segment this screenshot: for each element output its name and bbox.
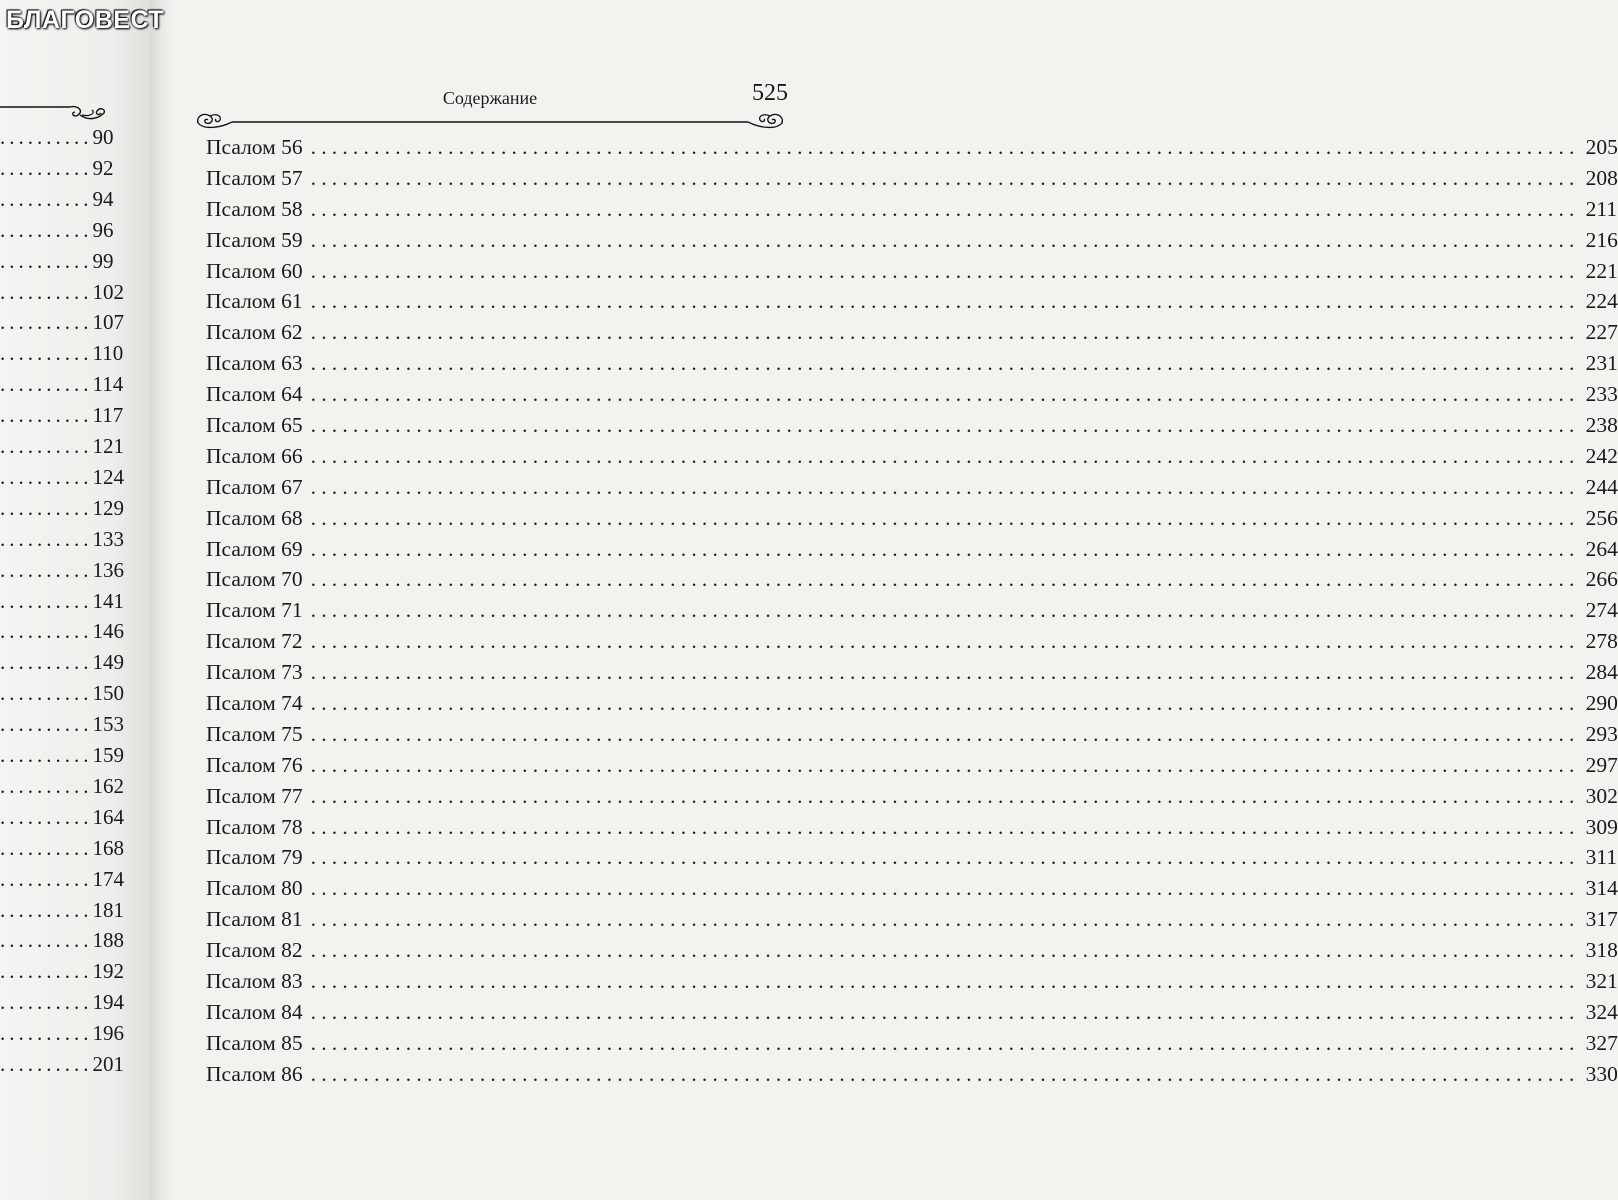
toc-entry-title: Псалом 59 — [206, 227, 303, 252]
left-page-number: 149 — [92, 650, 124, 675]
left-page-number: 192 — [92, 959, 124, 984]
dot-leader: ........................................................................................................................ — [310, 598, 1580, 623]
left-page-number: 121 — [92, 434, 124, 458]
dot-leader: .......... — [0, 217, 93, 242]
left-page-entry — [0, 248, 114, 274]
left-page-number: 102 — [92, 279, 124, 304]
dot-leader: ........................................................................................................................ — [310, 814, 1580, 839]
toc-entry — [206, 379, 1618, 410]
left-page-number: 94 — [92, 186, 114, 211]
toc-entry-title: Псалом 60 — [206, 258, 303, 283]
toc-entry — [206, 626, 1618, 657]
dot-leader: .......... — [0, 866, 93, 891]
toc-entry — [206, 194, 1618, 225]
toc-entry-page: 224 — [1585, 289, 1618, 314]
toc-entry-title: Псалом 69 — [206, 536, 303, 561]
left-page-entry — [0, 866, 124, 892]
left-page-entry — [0, 927, 124, 953]
dot-leader: ........................................................................................................................ — [310, 289, 1580, 314]
dot-leader: ........................................................................................................................ — [310, 1030, 1580, 1055]
toc-entry-page: 205 — [1585, 135, 1618, 159]
toc-entry-title: Псалом 83 — [206, 969, 303, 994]
toc-entry-title: Псалом 75 — [206, 721, 303, 746]
dot-leader: .......... — [0, 1021, 93, 1046]
header-ornament-left-page — [0, 103, 108, 125]
toc-entry — [206, 812, 1618, 843]
left-page-number: 129 — [92, 495, 124, 520]
left-page-entry — [0, 526, 124, 552]
toc-entry — [206, 286, 1618, 317]
left-page — [0, 0, 158, 1200]
toc-entry-title: Псалом 70 — [206, 567, 303, 592]
toc-entry — [206, 842, 1618, 873]
toc-entry-page: 284 — [1585, 660, 1618, 685]
left-page-entry — [0, 773, 124, 799]
dot-leader: .......... — [0, 186, 93, 211]
dot-leader: .......... — [0, 279, 93, 304]
page-number: 525 — [752, 80, 788, 106]
toc-entry — [206, 935, 1618, 966]
toc-entry — [206, 750, 1618, 781]
left-page-number: 146 — [92, 619, 124, 644]
dot-leader: .......... — [0, 434, 93, 458]
dot-leader: ........................................................................................................................ — [310, 536, 1580, 561]
toc-entry-page: 311 — [1585, 845, 1618, 870]
left-page-entry — [0, 371, 124, 397]
toc-entry-page: 324 — [1585, 999, 1618, 1024]
left-page-entry — [0, 155, 114, 181]
left-page-entry — [0, 618, 124, 644]
toc-entry-title: Псалом 72 — [206, 629, 303, 654]
dot-leader: ........................................................................................................................ — [310, 320, 1580, 345]
left-page-entry — [0, 340, 124, 366]
left-page-entry — [0, 742, 124, 768]
toc-entry — [206, 1059, 1618, 1090]
toc-entry-page: 208 — [1585, 165, 1618, 190]
left-page-number: 141 — [92, 588, 124, 613]
dot-leader: .......... — [0, 959, 93, 984]
toc-entry-page: 302 — [1585, 783, 1618, 808]
dot-leader: .......... — [0, 804, 93, 829]
dot-leader: .......... — [0, 650, 93, 675]
left-page-entry — [0, 464, 124, 490]
dot-leader: ........................................................................................................................ — [310, 135, 1580, 159]
toc-entry-title: Псалом 80 — [206, 876, 303, 901]
toc-entry — [206, 873, 1618, 904]
toc-entry — [206, 503, 1618, 534]
left-page-entry — [0, 217, 114, 243]
left-page-number: 196 — [92, 1021, 124, 1046]
dot-leader: ........................................................................................................................ — [310, 907, 1580, 932]
dot-leader: ........................................................................................................................ — [310, 691, 1580, 716]
toc-entry-title: Псалом 63 — [206, 351, 303, 376]
toc-entry — [206, 410, 1618, 441]
toc-entry-page: 216 — [1585, 227, 1618, 252]
right-page — [170, 0, 1618, 1200]
toc-entry-page: 309 — [1585, 814, 1618, 839]
left-page-number: 136 — [92, 557, 124, 582]
toc-entry-page: 227 — [1585, 320, 1618, 345]
left-page-entry — [0, 588, 124, 614]
left-page-entry — [0, 680, 124, 706]
dot-leader: .......... — [0, 495, 93, 520]
dot-leader: ........................................................................................................................ — [310, 629, 1580, 654]
left-page-entry — [0, 649, 124, 675]
dot-leader: ........................................................................................................................ — [310, 1061, 1580, 1086]
dot-leader: .......... — [0, 403, 93, 428]
toc-entry-page: 318 — [1585, 938, 1618, 963]
dot-leader: ........................................................................................................................ — [310, 752, 1580, 777]
dot-leader: ........................................................................................................................ — [310, 938, 1580, 963]
toc-entry-title: Псалом 82 — [206, 938, 303, 963]
left-page-entry — [0, 402, 124, 428]
left-page-number: 99 — [92, 248, 114, 273]
left-page-number: 194 — [92, 990, 124, 1015]
toc-entry-page: 238 — [1585, 413, 1618, 438]
dot-leader: ........................................................................................................................ — [310, 999, 1580, 1024]
toc-entry-title: Псалом 65 — [206, 413, 303, 438]
dot-leader: .......... — [0, 310, 93, 335]
dot-leader: .......... — [0, 248, 93, 273]
left-page-entry — [0, 1020, 124, 1046]
left-page-number: 90 — [92, 125, 114, 149]
toc-entry-page: 211 — [1585, 196, 1618, 221]
toc-entry — [206, 564, 1618, 595]
dot-leader: ........................................................................................................................ — [310, 165, 1580, 190]
left-page-number: 168 — [92, 835, 124, 860]
running-title: Содержание — [442, 88, 538, 108]
left-page-entry — [0, 433, 124, 459]
toc-entry-page: 264 — [1585, 536, 1618, 561]
left-page-number: 124 — [92, 464, 124, 489]
toc-entry — [206, 534, 1618, 565]
toc-entry-page: 233 — [1585, 382, 1618, 407]
toc-entry — [206, 595, 1618, 626]
toc-entry-page: 330 — [1585, 1061, 1618, 1086]
toc-entry — [206, 657, 1618, 688]
toc-entry-title: Псалом 64 — [206, 382, 303, 407]
left-page-number: 153 — [92, 712, 124, 737]
toc-entry — [206, 966, 1618, 997]
dot-leader: .......... — [0, 125, 93, 149]
toc-entry-title: Псалом 67 — [206, 474, 303, 499]
toc-entry-page: 221 — [1585, 258, 1618, 283]
toc-entry — [206, 163, 1618, 194]
left-page-entry — [0, 897, 124, 923]
left-page-number: 150 — [92, 681, 124, 706]
dot-leader: .......... — [0, 835, 93, 860]
toc-entry-page: 290 — [1585, 691, 1618, 716]
watermark-logo: БЛАГОВЕСТ — [6, 6, 165, 34]
toc-entry-title: Псалом 85 — [206, 1030, 303, 1055]
left-page-entry — [0, 557, 124, 583]
toc-entry-page: 297 — [1585, 752, 1618, 777]
left-page-number: 174 — [92, 866, 124, 891]
toc-entry-title: Псалом 78 — [206, 814, 303, 839]
left-page-entry — [0, 309, 124, 335]
dot-leader: .......... — [0, 155, 93, 180]
header-ornament — [190, 108, 790, 134]
toc-entry-page: 244 — [1585, 474, 1618, 499]
toc-entry — [206, 317, 1618, 348]
toc-entry — [206, 719, 1618, 750]
toc-entry — [206, 132, 1618, 163]
toc-entry — [206, 472, 1618, 503]
left-page-number: 133 — [92, 526, 124, 551]
toc-entry-page: 317 — [1585, 907, 1618, 932]
dot-leader: ........................................................................................................................ — [310, 413, 1580, 438]
dot-leader: .......... — [0, 372, 93, 397]
toc-entry-title: Псалом 66 — [206, 443, 303, 468]
left-page-entry — [0, 279, 124, 305]
book-gutter — [150, 0, 172, 1200]
left-page-entry — [0, 835, 124, 861]
left-page-number: 188 — [92, 928, 124, 953]
toc-entry-title: Псалом 86 — [206, 1061, 303, 1086]
dot-leader: ........................................................................................................................ — [310, 721, 1580, 746]
toc-entry-title: Псалом 77 — [206, 783, 303, 808]
left-page-number: 114 — [92, 372, 124, 397]
toc-entry-page: 278 — [1585, 629, 1618, 654]
toc-entry-title: Псалом 62 — [206, 320, 303, 345]
dot-leader: ........................................................................................................................ — [310, 196, 1580, 221]
toc-entry-page: 266 — [1585, 567, 1618, 592]
left-page-entry — [0, 804, 124, 830]
toc-entry-title: Псалом 74 — [206, 691, 303, 716]
toc-entry — [206, 997, 1618, 1028]
dot-leader: .......... — [0, 681, 93, 706]
left-page-number: 164 — [92, 804, 124, 829]
dot-leader: .......... — [0, 743, 93, 767]
dot-leader: ........................................................................................................................ — [310, 969, 1580, 994]
left-page-number: 107 — [92, 310, 124, 335]
toc-entry-page: 231 — [1585, 351, 1618, 376]
toc-entry — [206, 441, 1618, 472]
dot-leader: ........................................................................................................................ — [310, 443, 1580, 468]
left-page-number: 110 — [92, 341, 124, 366]
toc-entry-title: Псалом 84 — [206, 999, 303, 1024]
toc-entry-page: 242 — [1585, 443, 1618, 468]
toc-entry — [206, 688, 1618, 719]
toc-entry-title: Псалом 73 — [206, 660, 303, 685]
toc-entry — [206, 1028, 1618, 1059]
toc-entry-page: 314 — [1585, 876, 1618, 901]
toc-entry-page: 327 — [1585, 1030, 1618, 1055]
dot-leader: .......... — [0, 341, 93, 366]
left-page-number: 159 — [92, 743, 124, 767]
dot-leader: .......... — [0, 557, 93, 582]
toc-entry-title: Псалом 57 — [206, 165, 303, 190]
dot-leader: ........................................................................................................................ — [310, 660, 1580, 685]
dot-leader: .......... — [0, 897, 93, 922]
dot-leader: .......... — [0, 1052, 93, 1076]
toc-entry-title: Псалом 71 — [206, 598, 303, 623]
dot-leader: .......... — [0, 526, 93, 551]
toc-entry-page: 274 — [1585, 598, 1618, 623]
toc-entry — [206, 781, 1618, 812]
left-page-entry — [0, 124, 114, 150]
dot-leader: ........................................................................................................................ — [310, 258, 1580, 283]
dot-leader: ........................................................................................................................ — [310, 227, 1580, 252]
left-page-entry — [0, 711, 124, 737]
dot-leader: ........................................................................................................................ — [310, 351, 1580, 376]
left-page-number: 117 — [92, 403, 124, 428]
left-page-number: 162 — [92, 773, 124, 798]
left-page-number: 92 — [92, 155, 114, 180]
dot-leader: .......... — [0, 619, 93, 644]
toc-entry-page: 321 — [1585, 969, 1618, 994]
dot-leader: ........................................................................................................................ — [310, 382, 1580, 407]
dot-leader: .......... — [0, 928, 93, 953]
dot-leader: .......... — [0, 464, 93, 489]
dot-leader: ........................................................................................................................ — [310, 783, 1580, 808]
left-page-entry — [0, 1051, 124, 1077]
left-page-number: 201 — [92, 1052, 124, 1076]
dot-leader: ........................................................................................................................ — [310, 845, 1580, 870]
dot-leader: ........................................................................................................................ — [310, 567, 1580, 592]
toc-entry-page: 293 — [1585, 721, 1618, 746]
table-of-contents — [206, 132, 1618, 1090]
toc-entry-title: Псалом 76 — [206, 752, 303, 777]
left-page-entry — [0, 495, 124, 521]
left-page-number: 181 — [92, 897, 124, 922]
toc-entry — [206, 348, 1618, 379]
toc-entry — [206, 904, 1618, 935]
dot-leader: ........................................................................................................................ — [310, 474, 1580, 499]
left-page-entry — [0, 958, 124, 984]
left-page-entry — [0, 186, 114, 212]
dot-leader: .......... — [0, 990, 93, 1015]
toc-entry — [206, 256, 1618, 287]
toc-entry — [206, 225, 1618, 256]
toc-entry-title: Псалом 81 — [206, 907, 303, 932]
toc-entry-title: Псалом 58 — [206, 196, 303, 221]
dot-leader: .......... — [0, 773, 93, 798]
dot-leader: ........................................................................................................................ — [310, 876, 1580, 901]
toc-entry-title: Псалом 56 — [206, 135, 303, 159]
dot-leader: ........................................................................................................................ — [310, 505, 1580, 530]
toc-entry-title: Псалом 61 — [206, 289, 303, 314]
dot-leader: .......... — [0, 588, 93, 613]
toc-entry-title: Псалом 68 — [206, 505, 303, 530]
dot-leader: .......... — [0, 712, 93, 737]
toc-entry-title: Псалом 79 — [206, 845, 303, 870]
toc-entry-page: 256 — [1585, 505, 1618, 530]
left-page-number: 96 — [92, 217, 114, 242]
left-page-entry — [0, 989, 124, 1015]
